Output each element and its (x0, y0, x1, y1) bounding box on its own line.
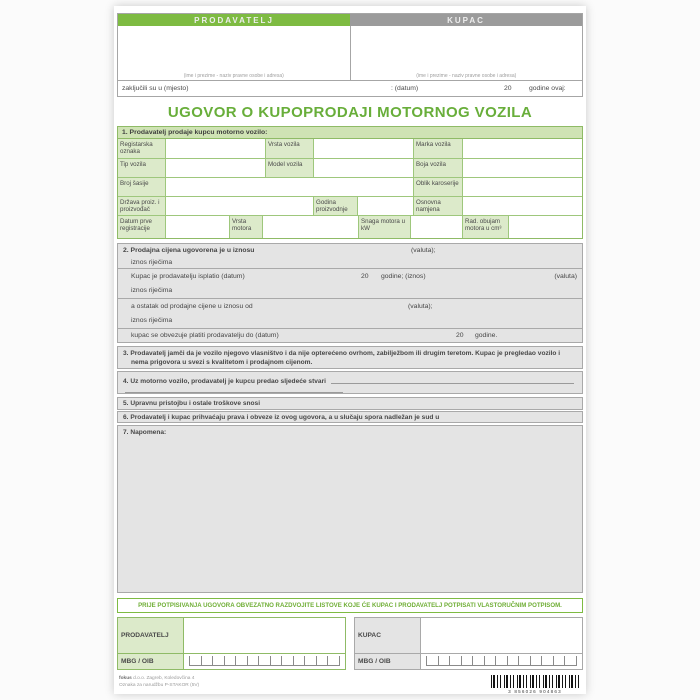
godina-proizvodnje-field[interactable] (358, 197, 414, 216)
form-footer (117, 675, 583, 694)
section2-paid-box[interactable] (117, 268, 583, 299)
label-radni-obujam: Rad. obujam motora u cm³ (463, 216, 509, 238)
section4-text: 4. Uz motorno vozilo, prodavatelj je kupcu predao sljedeće stvari (123, 378, 326, 385)
due-suffix-label: godine. (475, 332, 498, 339)
section2-price-block (117, 243, 583, 343)
section7-text: 7. Napomena: (123, 429, 167, 436)
label-oblik-karoserije: Oblik karoserije (414, 178, 463, 197)
signing-notice-bar: PRIJE POTPISIVANJA UGOVORA OBVEZATNO RAZDVOJITE LISTOVE KOJE ĆE KUPAC I PRODAVATELJ POTPISATI VLASTORUČNIM POTPISOM. (117, 598, 583, 613)
label-marka-vozila: Marka vozila (414, 139, 463, 159)
buyer-oib-comb-field[interactable] (421, 654, 582, 669)
radni-obujam-field[interactable] (509, 216, 582, 238)
concluded-place-label: zaključili su u (mjesto) (122, 85, 189, 92)
publisher-info (119, 675, 199, 689)
osnovna-namjena-field[interactable] (463, 197, 582, 216)
seller-oib-comb-field[interactable] (184, 654, 345, 669)
section2-rest-box[interactable] (117, 298, 583, 329)
parties-name-boxes (118, 26, 582, 81)
label-model-vozila: Model vozila (266, 159, 314, 178)
section1-vehicle-table (117, 126, 583, 239)
due-line-label: kupac se obvezuje platiti prodavatelju do (datum) (131, 332, 279, 339)
parties-header-row (118, 14, 582, 26)
label-osnovna-namjena: Osnovna namjena (414, 197, 463, 216)
publisher-address: d.o.o. Zagreb, Koledovčina 4 (131, 676, 195, 681)
buyer-signature-label: KUPAC (355, 618, 421, 653)
seller-signature-block (117, 617, 346, 670)
concluded-suffix-label: godine ovaj: (529, 85, 566, 92)
seller-header-bar: PRODAVATELJ (118, 14, 350, 26)
paid-words-label: iznos riječima (131, 287, 173, 294)
due-year-prefix: 20 (456, 332, 464, 339)
drzava-proizvodjac-field[interactable] (166, 197, 314, 216)
rest-line-label: a ostatak od prodajne cijene u iznosu od (131, 303, 253, 310)
buyer-signature-field[interactable] (421, 618, 582, 653)
model-vozila-field[interactable] (314, 159, 414, 178)
buyer-id-label: MBG / OIB (355, 654, 421, 669)
broj-sasije-field[interactable] (166, 178, 414, 197)
parties-block (117, 13, 583, 97)
barcode-bars-icon (491, 675, 579, 688)
page-title: UGOVOR O KUPOPRODAJI MOTORNOG VOZILA (167, 104, 533, 121)
snaga-motora-field[interactable] (411, 216, 463, 238)
signature-blocks (117, 617, 583, 670)
section4-fill-line-2[interactable] (125, 391, 343, 393)
rest-currency-label: (valuta); (408, 303, 433, 310)
barcode-digits: 3 856026 904863 (508, 689, 562, 694)
barcode (491, 675, 579, 694)
section7-notes-box[interactable] (117, 425, 583, 593)
label-godina-proizvodnje: Godina proizvodnje (314, 197, 358, 216)
datum-prve-registracije-field[interactable] (166, 216, 230, 238)
vrsta-motora-field[interactable] (263, 216, 359, 238)
marka-vozila-field[interactable] (463, 139, 582, 159)
buyer-signature-block (354, 617, 583, 670)
label-snaga-motora: Snaga motora u kW (359, 216, 411, 238)
concluded-year-prefix: 20 (504, 85, 512, 92)
buyer-header-bar: KUPAC (350, 14, 582, 26)
label-vrsta-vozila: Vrsta vozila (266, 139, 314, 159)
price-currency-label: (valuta); (411, 247, 436, 254)
contract-form-page (114, 6, 586, 694)
section5-fees-box[interactable] (117, 397, 583, 410)
section2-due-box[interactable] (117, 328, 583, 343)
label-tip-vozila: Tip vozila (118, 159, 166, 178)
label-broj-sasije: Broj šasije (118, 178, 166, 197)
seller-name-field[interactable] (118, 26, 350, 80)
paid-amount-label: godine; (iznos) (381, 273, 426, 280)
buyer-name-caption: (ime i prezime - naziv pravne osobe i adresa) (416, 73, 517, 79)
paid-year-prefix: 20 (361, 273, 369, 280)
vrsta-vozila-field[interactable] (314, 139, 414, 159)
section4-fill-line-1[interactable] (331, 375, 574, 384)
section4-items-box[interactable] (117, 371, 583, 394)
publisher-order-code: Oznaka za narudžbu P-STAKOR (5V) (119, 683, 200, 689)
section1-row2 (118, 159, 582, 178)
section1-header: 1. Prodavatelj prodaje kupcu motorno vozilo: (118, 127, 582, 139)
section6-text: 6. Prodavatelj i kupac prihvaćaju prava i obveze iz ovog ugovora, a u slučaju spora nadležan je sud u (123, 414, 440, 421)
section1-row1 (118, 139, 582, 159)
section5-text: 5. Upravnu pristojbu i ostale troškove snosi (123, 400, 261, 407)
seller-name-caption: (ime i prezime - naziv pravne osobe i adresa) (183, 73, 284, 79)
oblik-karoserije-field[interactable] (463, 178, 582, 197)
label-vrsta-motora: Vrsta motora (230, 216, 263, 238)
rest-words-label: iznos riječima (131, 317, 173, 324)
section1-row3 (118, 178, 582, 197)
price-line-label: 2. Prodajna cijena ugovorena je u iznosu (123, 247, 255, 254)
paid-currency-label: (valuta) (554, 273, 577, 280)
boja-vozila-field[interactable] (463, 159, 582, 178)
tip-vozila-field[interactable] (166, 159, 266, 178)
buyer-name-field[interactable] (350, 26, 583, 80)
seller-signature-field[interactable] (184, 618, 345, 653)
registarska-oznaka-field[interactable] (166, 139, 266, 159)
section2-price-box[interactable] (117, 243, 583, 269)
section6-court-box[interactable] (117, 411, 583, 423)
section1-row4 (118, 197, 582, 216)
seller-signature-label: PRODAVATELJ (118, 618, 184, 653)
paid-line-label: Kupac je prodavatelju isplatio (datum) (131, 273, 245, 280)
price-words-label: iznos riječima (131, 259, 173, 266)
concluded-date-label: : (datum) (391, 85, 419, 92)
section3-text: 3. Prodavatelj jamči da je vozilo njegovo vlasništvo i da nije opterećeno ovrhom, zabilježbom ili drugim teretom. Kupac je pregledao vozilo i nema prigovora u svezi s kvalitetom i prodajnom cijenom. (123, 350, 561, 366)
label-boja-vozila: Boja vozila (414, 159, 463, 178)
label-registarska-oznaka: Registarska oznaka (118, 139, 166, 159)
seller-id-label: MBG / OIB (118, 654, 184, 669)
label-drzava-proizvodjac: Država proiz. i proizvođač (118, 197, 166, 216)
section3-warranty-box (117, 346, 583, 369)
concluded-row (118, 81, 582, 97)
section1-row5 (118, 216, 582, 238)
publisher-brand: fokus (119, 676, 132, 681)
label-datum-prve-registracije: Datum prve registracije (118, 216, 166, 238)
